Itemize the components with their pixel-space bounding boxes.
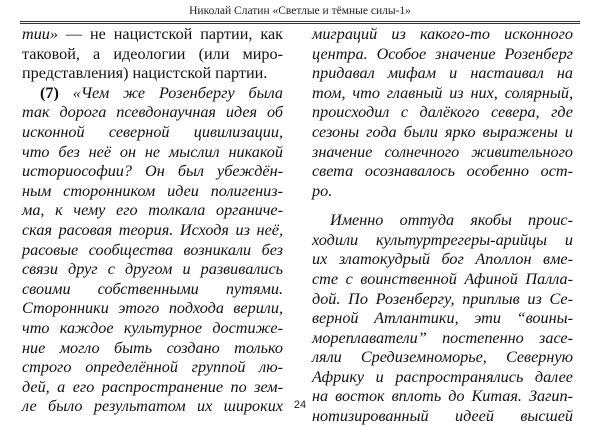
text-line: том, что главный из них, солярный, [312, 83, 573, 102]
text-line: верной Атлантики, эти “воины- [312, 309, 573, 328]
text-line: таковой, а идеологии (или миро- [22, 44, 283, 63]
text-line: ляли Средиземноморье, Северную [312, 348, 573, 367]
left-column [22, 25, 283, 417]
text-line: историософии? Он был убеждён- [22, 162, 283, 181]
text-line [22, 25, 283, 45]
text-fragment: «Чем же Розенбергу была [58, 83, 283, 102]
header-rule [20, 21, 580, 22]
text-line: ние могло быть создано только [22, 338, 283, 357]
text-line: сезоны года были ярко выражены и [312, 122, 573, 141]
text-line: ле было результатом их широких [22, 397, 283, 416]
text-line [22, 84, 283, 104]
right-column [312, 25, 573, 427]
text-line: значение солнечного живительного [312, 142, 573, 161]
text-line: нотизированный идеей высшей [312, 407, 573, 426]
text-line: миграций из какого-то исконного [312, 25, 573, 43]
paragraph-number: (7) [40, 83, 59, 102]
text-line: исконной северной цивилизации, [22, 122, 283, 141]
text-line: представления) нацистской партии. [22, 64, 268, 83]
text-line: света осознавалось особенно ост- [312, 162, 573, 181]
running-head: Николай Слатин «Светлые и тёмные силы-1» [189, 5, 411, 17]
page-number: 24 [293, 399, 307, 411]
text-line: так дорога псевдонаучная идея об [22, 103, 283, 122]
text-line: что без неё он не мыслил никакой [22, 142, 283, 161]
text-line: строго определённой группой лю- [22, 358, 283, 377]
text-fragment: — не нацистской партии, как [57, 25, 283, 43]
text-line: дей, а его распространение по зем- [22, 377, 283, 396]
paragraph-gap [312, 201, 573, 211]
text-line: дой. По Розенбергу, приплыв из Се- [312, 289, 573, 308]
text-line: своими собственными путями. [22, 279, 283, 298]
text-line: происходил с далёкого севера, где [312, 103, 573, 122]
text-line: ным сторонником идеи полигениз- [22, 181, 283, 200]
text-line: расовые сообщества возникали без [22, 240, 283, 259]
text-fragment: тии» [22, 25, 58, 43]
text-line: ская расовая теория. Исходя из неё, [22, 220, 283, 239]
text-line: на восток вплоть до Китая. Загип- [312, 387, 573, 406]
text-line: ро. [312, 181, 333, 200]
text-line: Сторонники этого подхода верили, [22, 299, 283, 318]
text-line: Именно оттуда якобы проис- [330, 211, 573, 230]
text-line: связи друг с другом и развивались [22, 260, 283, 279]
text-line: мореплаватели” постепенно засе- [312, 328, 573, 347]
text-line: Африку и распространялись далее [312, 367, 573, 386]
text-line: их златокудрый бог Аполлон вме- [312, 250, 573, 269]
text-line: ходили культуртрегеры-арийцы и [312, 230, 573, 249]
header-rule-secondary [20, 23, 580, 24]
text-line: что каждое культурное достиже- [22, 318, 283, 337]
text-line: центра. Особое значение Розенберг [312, 44, 573, 63]
text-line: придавал мифам и настаивал на [312, 64, 573, 83]
text-line: ма, к чему его толкала органиче- [22, 201, 283, 220]
text-line: сте с воинственной Афиной Палла- [312, 269, 573, 288]
